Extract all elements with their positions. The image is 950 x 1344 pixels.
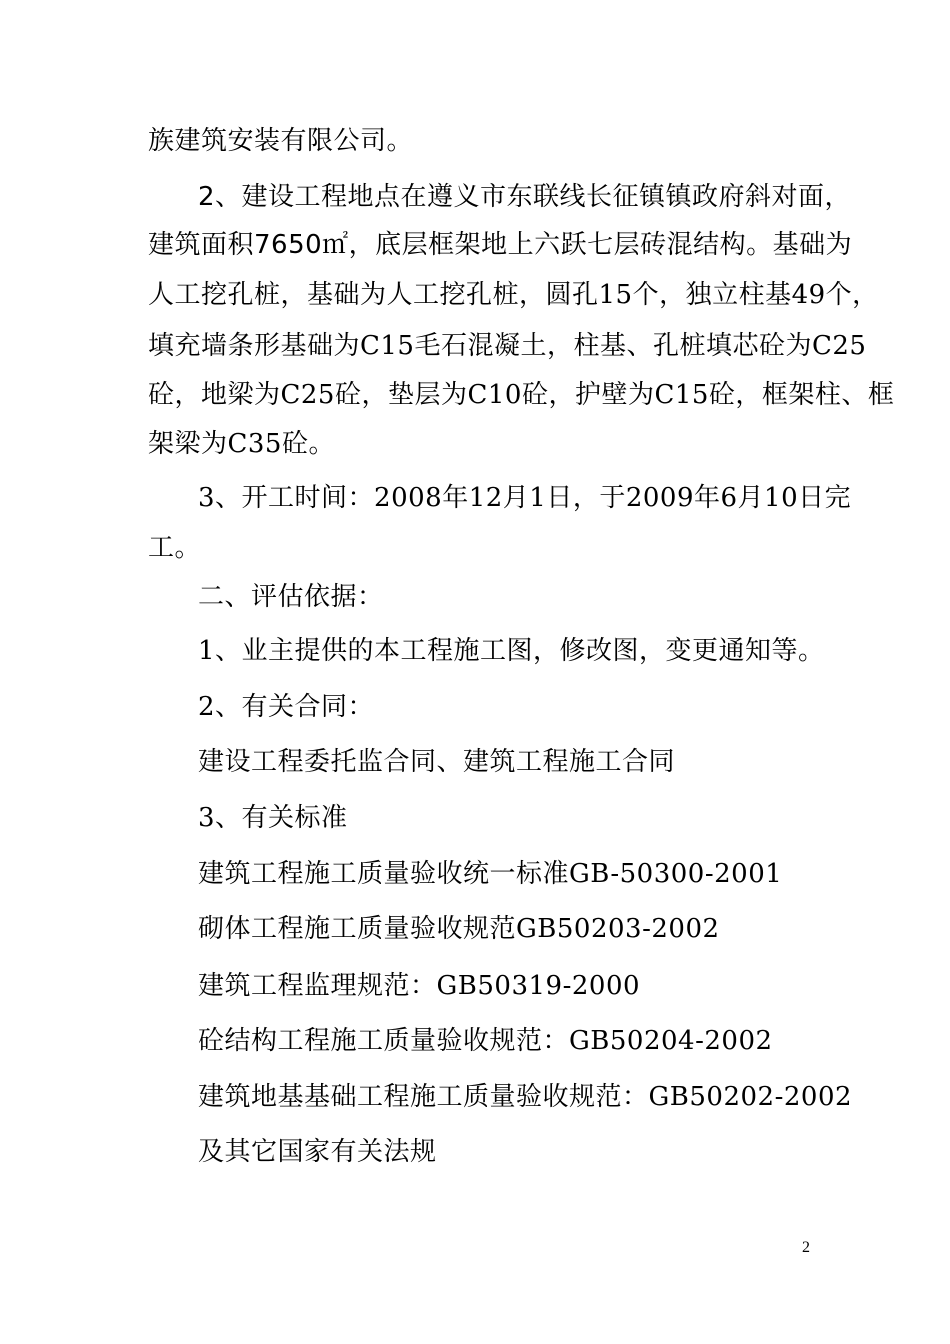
- text-line-foundation: 填充墙条形基础为C15毛石混凝土，柱基、孔桩填芯砼为C25: [148, 331, 867, 361]
- section-heading-basis: 二、评估依据：: [198, 582, 384, 612]
- text-line-contracts: 建设工程委托监合同、建筑工程施工合同: [198, 747, 676, 777]
- text-line-standard-4: 砼结构工程施工质量验收规范：GB50204-2002: [198, 1026, 773, 1056]
- text-line-basis-3: 3、有关标准: [198, 803, 348, 833]
- text-line-concrete: 砼，地梁为C25砼，垫层为C10砼，护壁为C15砼，框架柱、框: [148, 380, 895, 410]
- text-line-standard-2: 砌体工程施工质量验收规范GB50203-2002: [198, 914, 720, 944]
- text-line-area: 建筑面积7650㎡，底层框架地上六跃七层砖混结构。基础为: [148, 230, 853, 260]
- text-line-basis-2: 2、有关合同：: [198, 692, 375, 722]
- text-line-piles: 人工挖孔桩，基础为人工挖孔桩，圆孔15个，独立柱基49个，: [148, 280, 879, 310]
- text-line-continuation: 族建筑安装有限公司。: [148, 126, 414, 156]
- text-line-schedule-end: 工。: [148, 533, 202, 563]
- text-line-schedule: 3、开工时间：2008年12月1日，于2009年6月10日完: [198, 483, 852, 513]
- text-line-standard-1: 建筑工程施工质量验收统一标准GB-50300-2001: [198, 859, 783, 889]
- text-line-other-regulations: 及其它国家有关法规: [198, 1137, 437, 1167]
- page-number: 2: [802, 1239, 810, 1256]
- text-line-standard-5: 建筑地基基础工程施工质量验收规范：GB50202-2002: [198, 1082, 853, 1112]
- text-line-site: 2、建设工程地点在遵义市东联线长征镇镇政府斜对面，: [198, 182, 852, 212]
- text-line-basis-1: 1、业主提供的本工程施工图，修改图，变更通知等。: [198, 636, 825, 666]
- text-line-standard-3: 建筑工程监理规范：GB50319-2000: [198, 971, 641, 1001]
- text-line-frame-beam: 架梁为C35砼。: [148, 429, 335, 459]
